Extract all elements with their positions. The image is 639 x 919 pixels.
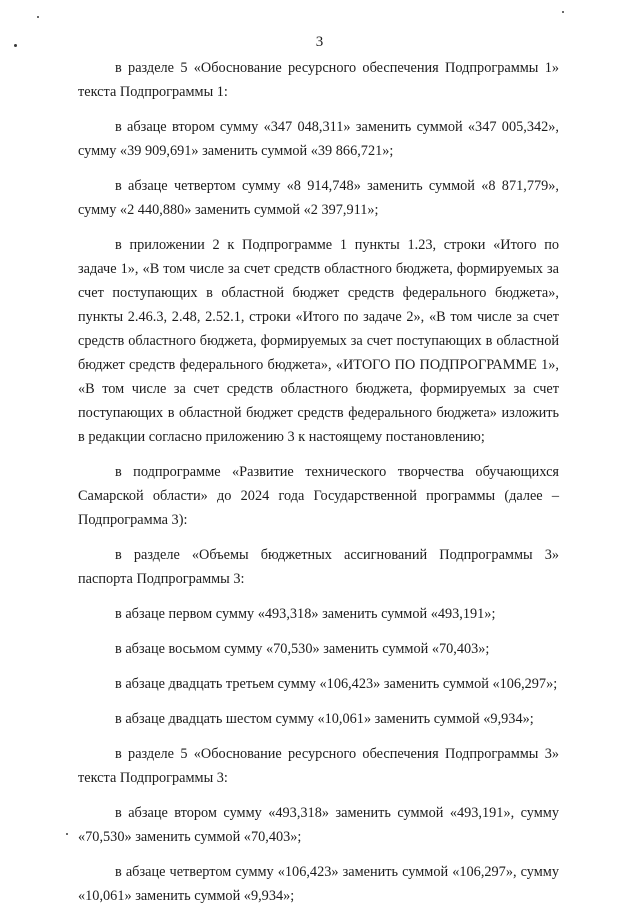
paragraph: в абзаце первом сумму «493,318» заменить суммой «493,191»;	[115, 606, 496, 622]
page-number: 3	[315, 34, 324, 50]
document-body	[78, 56, 559, 919]
paragraph: в абзаце двадцать третьем сумму «106,423» заменить суммой «106,297»;	[115, 676, 558, 692]
paragraph: в разделе «Объемы бюджетных ассигнований Подпрограммы 3» паспорта Подпрограммы 3:	[78, 547, 559, 587]
scan-speck	[37, 16, 39, 18]
paragraph: в подпрограмме «Развитие технического творчества обучающихся Самарской области» до 2024 года Государственной программы (далее – Подпрограмма 3):	[78, 464, 559, 528]
paragraph: в абзаце втором сумму «347 048,311» заменить суммой «347 005,342», сумму «39 909,691» заменить суммой «39 866,721»;	[78, 119, 559, 159]
scan-speck	[14, 44, 17, 47]
paragraph: в абзаце четвертом сумму «8 914,748» заменить суммой «8 871,779», сумму «2 440,880» заменить суммой «2 397,911»;	[78, 178, 559, 218]
paragraph: в разделе 5 «Обоснование ресурсного обеспечения Подпрограммы 3» текста Подпрограммы 3:	[78, 746, 559, 786]
paragraph: в абзаце четвертом сумму «106,423» заменить суммой «106,297», сумму «10,061» заменить суммой «9,934»;	[78, 864, 559, 904]
paragraph: в абзаце втором сумму «493,318» заменить суммой «493,191», сумму «70,530» заменить суммой «70,403»;	[78, 805, 559, 845]
scan-speck	[562, 11, 564, 13]
paragraph: в абзаце двадцать шестом сумму «10,061» заменить суммой «9,934»;	[115, 711, 534, 727]
scan-speck	[66, 833, 68, 835]
paragraph: в абзаце восьмом сумму «70,530» заменить суммой «70,403»;	[115, 641, 490, 657]
paragraph: в приложении 2 к Подпрограмме 1 пункты 1.23, строки «Итого по задаче 1», «В том числе за счет средств областного бюджета, формируемых за счет поступающих в областной бюджет средств федерального бюджета», пункты 2.46.3, 2.48, 2.52.1, строки «Итого по задаче 2», «В том числе за счет средств областного бюджета, формируемых за счет поступающих в областной бюджет средств федерального бюджета», «ИТОГО ПО ПОДПРОГРАММЕ 1», «В том числе за счет средств областного бюджета, формируемых за счет поступающих в областной бюджет средств федерального бюджета» изложить в редакции согласно приложению 3 к настоящему постановлению;	[78, 237, 559, 445]
paragraph: в разделе 5 «Обоснование ресурсного обеспечения Подпрограммы 1» текста Подпрограммы 1:	[78, 60, 559, 100]
